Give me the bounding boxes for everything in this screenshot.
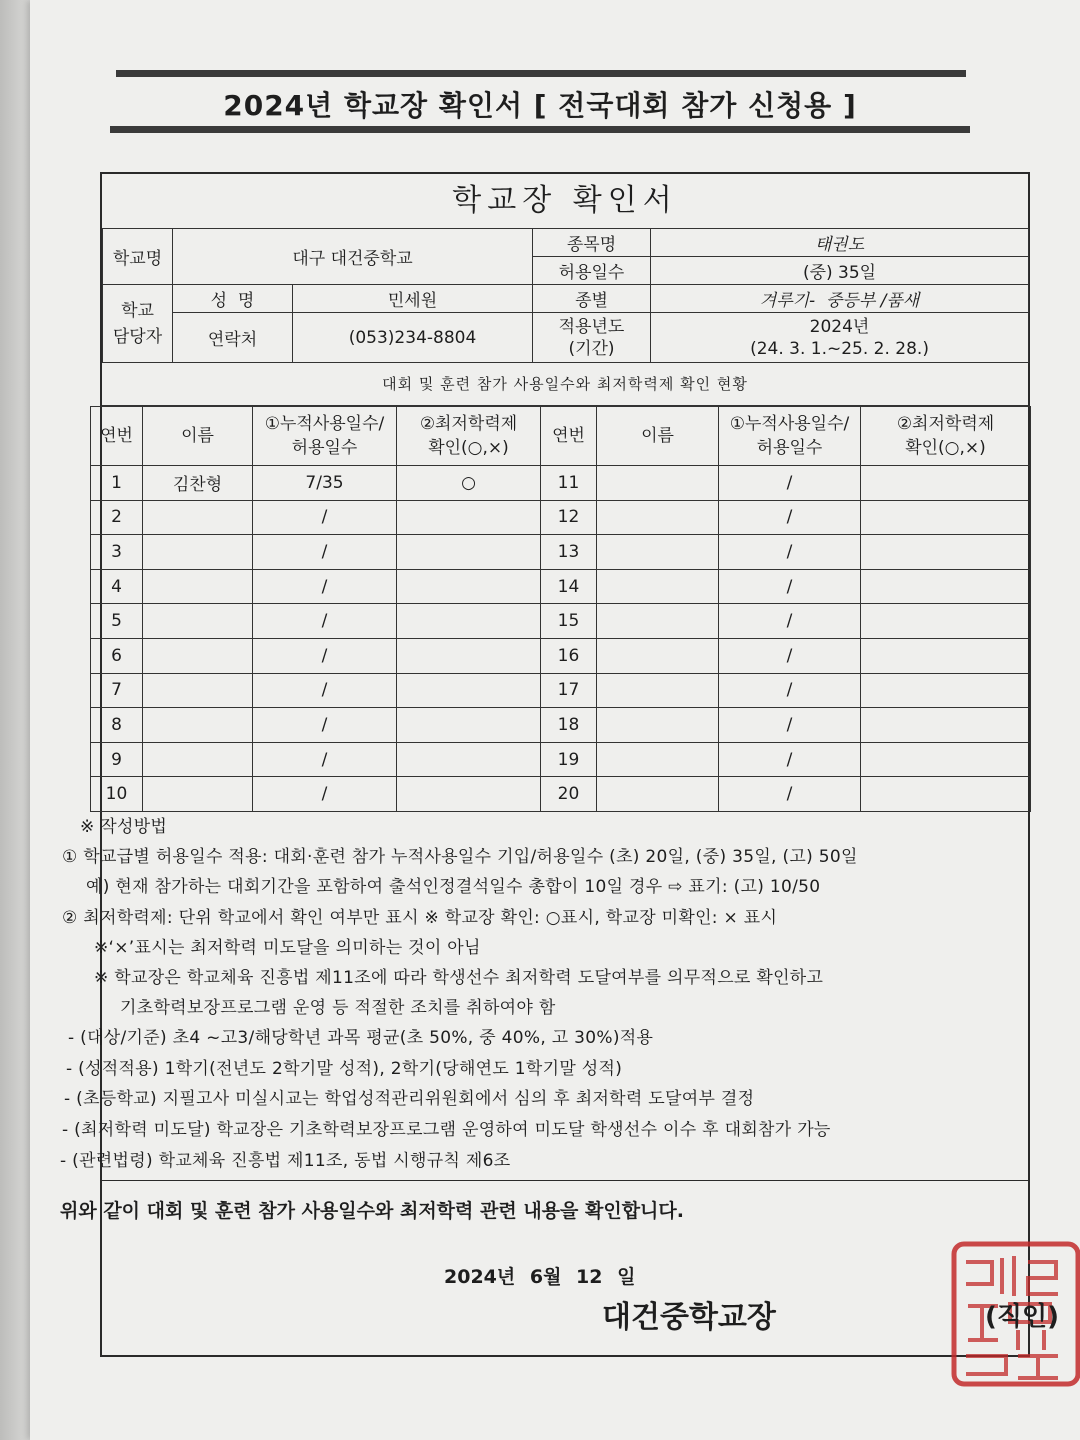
row-check: [397, 604, 541, 639]
sport-value: 태권도: [651, 229, 1029, 257]
col-header-check: ②최저학력제 확인(○,×): [397, 407, 541, 466]
row-check: [397, 500, 541, 535]
row-days: /: [253, 604, 397, 639]
row-check: [397, 708, 541, 743]
row-no: 4: [91, 569, 143, 604]
row-check: [861, 638, 1031, 673]
note-line: 기초학력보장프로그램 운영 등 적절한 조치를 취하여야 함: [120, 998, 556, 1018]
row-days: /: [719, 535, 861, 570]
row-check: [861, 742, 1031, 777]
table-header-row: [91, 407, 1031, 466]
row-name: [597, 673, 719, 708]
section-title: 대회 및 훈련 참가 사용일수와 최저학력제 확인 현황: [102, 362, 1028, 406]
table-row: [91, 777, 1031, 812]
row-check: [397, 638, 541, 673]
contact-value: (053)234-8804: [293, 313, 533, 363]
row-name: [597, 569, 719, 604]
confirmation-form: [60, 172, 1030, 1357]
table-row: [91, 535, 1031, 570]
row-days: /: [253, 708, 397, 743]
col-header-days: ①누적사용일수/ 허용일수: [253, 407, 397, 466]
row-no: 18: [541, 708, 597, 743]
row-no: 9: [91, 742, 143, 777]
apply-year-label: 적용년도 (기간): [533, 313, 651, 363]
note-line: ① 학교급별 허용일수 적용: 대회·훈련 참가 누적사용일수 기입/허용일수 (초) 20일, (중) 35일, (고) 50일: [62, 847, 858, 867]
row-name: [143, 569, 253, 604]
instructions-heading: ※ 작성방법: [80, 817, 168, 837]
table-row: [91, 500, 1031, 535]
note-line: - (관련법령) 학교체육 진흥법 제11조, 동법 시행규칙 제6조: [60, 1151, 511, 1171]
row-no: 15: [541, 604, 597, 639]
note-line: - (대상/기준) 초4 ~고3/해당학년 과목 평균(초 50%, 중 40%, 고 30%)적용: [68, 1028, 654, 1048]
contact-label: 연락처: [173, 313, 293, 363]
row-name: [597, 742, 719, 777]
school-value: 대구 대건중학교: [173, 229, 533, 285]
table-row: [91, 604, 1031, 639]
col-header-check: ②최저학력제 확인(○,×): [861, 407, 1031, 466]
row-days: /: [253, 535, 397, 570]
name-label: 성 명: [173, 285, 293, 313]
row-name: [143, 777, 253, 812]
row-check: [861, 569, 1031, 604]
row-days: /: [253, 500, 397, 535]
row-name: [597, 638, 719, 673]
table-row: [91, 673, 1031, 708]
row-days: /: [253, 777, 397, 812]
row-no: 5: [91, 604, 143, 639]
row-no: 16: [541, 638, 597, 673]
col-header-name: 이름: [597, 407, 719, 466]
row-name: [143, 742, 253, 777]
row-no: 2: [91, 500, 143, 535]
row-days: /: [719, 742, 861, 777]
banner-top-rule: [116, 70, 966, 77]
form-title: 학교장 확인서: [102, 174, 1028, 229]
row-no: 8: [91, 708, 143, 743]
row-check: ○: [397, 466, 541, 501]
banner-bottom-rule: [110, 126, 970, 133]
row-days: /: [719, 604, 861, 639]
row-no: 13: [541, 535, 597, 570]
row-no: 11: [541, 466, 597, 501]
table-row: [91, 569, 1031, 604]
row-name: [143, 638, 253, 673]
row-no: 6: [91, 638, 143, 673]
issue-date: 2024년 6월 12 일: [444, 1266, 636, 1288]
row-name: [597, 500, 719, 535]
row-no: 7: [91, 673, 143, 708]
principal-signature: 대건중학교장: [602, 1300, 776, 1335]
note-line: - (성적적용) 1학기(전년도 2학기말 성적), 2학기(당해연도 1학기말 성적): [66, 1059, 623, 1079]
row-check: [861, 673, 1031, 708]
row-days: /: [719, 708, 861, 743]
row-name: [597, 466, 719, 501]
row-check: [397, 569, 541, 604]
banner-title: 2024년 학교장 확인서 [ 전국대회 참가 신청용 ]: [223, 89, 857, 122]
row-days: /: [719, 777, 861, 812]
confirmation-statement: 위와 같이 대회 및 훈련 참가 사용일수와 최저학력 관련 내용을 확인합니다.: [60, 1200, 684, 1222]
row-days: /: [719, 500, 861, 535]
row-no: 10: [91, 777, 143, 812]
note-line: 예) 현재 참가하는 대회기간을 포함하여 출석인정결석일수 총합이 10일 경우 ⇨ 표기: (고) 10/50: [86, 877, 821, 897]
row-check: [861, 777, 1031, 812]
row-check: [397, 673, 541, 708]
row-check: [861, 604, 1031, 639]
row-name: [597, 604, 719, 639]
row-check: [861, 708, 1031, 743]
row-days: 7/35: [253, 466, 397, 501]
table-row: [91, 466, 1031, 501]
table-row: [91, 638, 1031, 673]
row-no: 20: [541, 777, 597, 812]
row-check: [861, 500, 1031, 535]
row-days: /: [719, 466, 861, 501]
row-no: 19: [541, 742, 597, 777]
row-no: 17: [541, 673, 597, 708]
category-label: 종별: [533, 285, 651, 313]
row-days: /: [253, 569, 397, 604]
allowed-days-label: 허용일수: [533, 257, 651, 285]
row-no: 3: [91, 535, 143, 570]
col-header-no: 연번: [91, 407, 143, 466]
row-days: /: [253, 742, 397, 777]
info-table: [102, 228, 1029, 363]
row-no: 1: [91, 466, 143, 501]
row-no: 14: [541, 569, 597, 604]
note-line: ※‘×’표시는 최저학력 미도달을 의미하는 것이 아님: [94, 938, 481, 958]
school-label: 학교명: [103, 229, 173, 285]
row-days: /: [253, 673, 397, 708]
table-row: [91, 708, 1031, 743]
sport-label: 종목명: [533, 229, 651, 257]
manager-label: 학교 담당자: [103, 285, 173, 363]
note-line: ※ 학교장은 학교체육 진흥법 제11조에 따라 학생선수 최저학력 도달여부를 의무적으로 확인하고: [94, 968, 824, 988]
row-name: [143, 500, 253, 535]
athlete-table: [90, 406, 1031, 812]
row-check: [861, 535, 1031, 570]
row-days: /: [253, 638, 397, 673]
row-name: [143, 673, 253, 708]
background-desk: [0, 0, 30, 1440]
row-days: /: [719, 638, 861, 673]
note-line: - (최저학력 미도달) 학교장은 기초학력보장프로그램 운영하여 미도달 학생선수 이수 후 대회참가 가능: [62, 1120, 831, 1140]
note-line: ② 최저학력제: 단위 학교에서 확인 여부만 표시 ※ 학교장 확인: ○표시, 학교장 미확인: × 표시: [62, 908, 778, 928]
divider: [102, 1180, 1028, 1181]
seal-label: (직인): [985, 1302, 1059, 1332]
row-no: 12: [541, 500, 597, 535]
row-name: [597, 535, 719, 570]
row-name: [597, 708, 719, 743]
col-header-no: 연번: [541, 407, 597, 466]
row-check: [397, 742, 541, 777]
table-row: [91, 742, 1031, 777]
row-name: 김찬형: [143, 466, 253, 501]
row-days: /: [719, 673, 861, 708]
row-name: [143, 604, 253, 639]
apply-year-value: 2024년 (24. 3. 1.~25. 2. 28.): [651, 313, 1029, 363]
col-header-name: 이름: [143, 407, 253, 466]
row-name: [597, 777, 719, 812]
note-line: - (초등학교) 지필고사 미실시교는 학업성적관리위원회에서 심의 후 최저학력 도달여부 결정: [64, 1089, 755, 1109]
allowed-days-value: (중) 35일: [651, 257, 1029, 285]
row-check: [397, 535, 541, 570]
row-days: /: [719, 569, 861, 604]
row-name: [143, 708, 253, 743]
row-name: [143, 535, 253, 570]
row-check: [861, 466, 1031, 501]
category-value: 겨루기- 중등부 /품새: [651, 285, 1029, 313]
name-value: 민세원: [293, 285, 533, 313]
row-check: [397, 777, 541, 812]
col-header-days: ①누적사용일수/ 허용일수: [719, 407, 861, 466]
